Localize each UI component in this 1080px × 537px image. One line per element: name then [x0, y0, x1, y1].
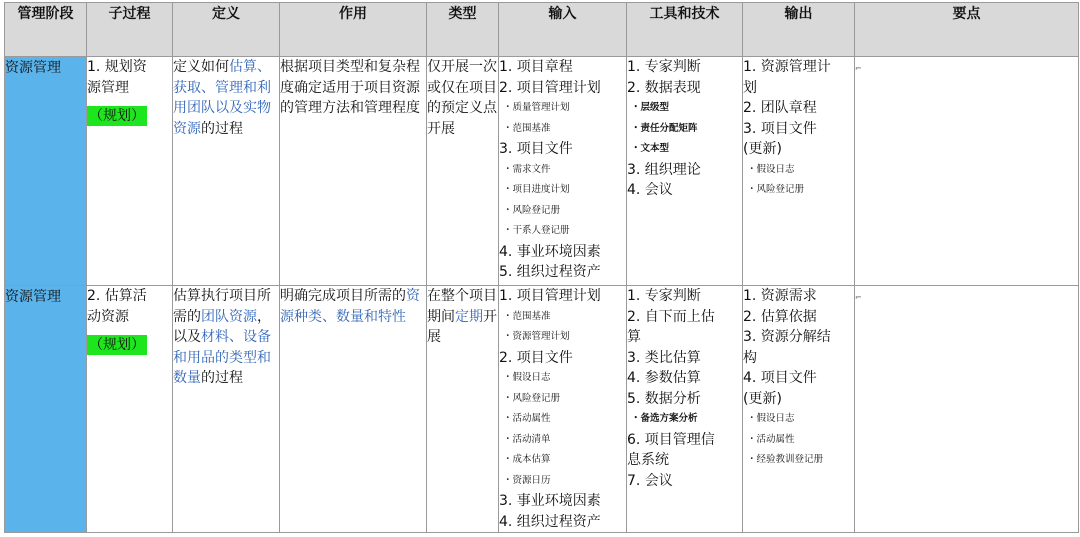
list-item: 3. 项目文件: [743, 120, 817, 137]
list-item: 息系统: [627, 452, 669, 468]
role-cell: 明确完成项目所需的资源种类、数量和特性: [280, 286, 427, 533]
stage-cell: 资源管理: [5, 57, 87, 286]
list-item: 4. 项目文件: [743, 370, 817, 386]
list-subitem: ・责任分配矩阵: [631, 122, 698, 134]
list-subitem: ・成本估算: [503, 454, 551, 465]
list-subitem: ・经验教训登记册: [747, 454, 824, 465]
list-item: 3. 类比估算: [627, 349, 701, 366]
list-subitem: ・资源管理计划: [503, 331, 570, 342]
list-subitem: ・项目进度计划: [503, 184, 570, 195]
list-item: (更新): [743, 141, 782, 157]
list-subitem: ・假设日志: [747, 413, 795, 424]
tools-cell: [627, 286, 743, 533]
list-item: 1. 专家判断: [627, 59, 701, 75]
list-item: 5. 数据分析: [627, 390, 701, 407]
header-role: 作用: [280, 3, 427, 57]
list-subitem: ・活动清单: [503, 433, 551, 445]
inputs-cell: [499, 57, 627, 286]
list-item: 3. 组织理论: [627, 161, 701, 178]
list-subitem: ・假设日志: [747, 163, 795, 175]
planning-tag: （规划）: [89, 108, 145, 124]
definition-cell: 定义如何估算、获取、管理和利用团队以及实物资源的过程: [173, 57, 280, 286]
type-cell: 仅开展一次或仅在项目的预定义点开展: [427, 57, 499, 286]
list-item: 7. 会议: [627, 472, 673, 489]
subprocess-name: 2. 估算活 动资源: [87, 288, 147, 325]
header-tools: 工具和技术: [627, 3, 743, 57]
list-item: 1. 项目章程: [499, 59, 573, 75]
list-item: 4. 组织过程资产: [499, 513, 601, 530]
header-stage: 管理阶段: [5, 3, 87, 57]
list-item: (更新): [743, 390, 782, 407]
list-subitem: ・活动属性: [503, 413, 551, 424]
list-item: 6. 项目管理信: [627, 431, 715, 448]
list-subitem: ・备选方案分析: [631, 413, 698, 424]
list-item: 4. 参数估算: [627, 370, 701, 386]
paragraph-mark-icon: ⌐: [855, 293, 862, 302]
list-subitem: ・范围基准: [503, 122, 551, 134]
list-item: 3. 资源分解结: [743, 329, 831, 345]
list-subitem: ・风险登记册: [747, 184, 805, 195]
list-item: 4. 会议: [627, 182, 673, 198]
list-item: 2. 项目文件: [499, 349, 573, 366]
list-item: 构: [743, 349, 757, 366]
list-subitem: ・风险登记册: [503, 204, 561, 216]
list-subitem: ・活动属性: [747, 433, 795, 445]
header-row: [5, 3, 1079, 57]
header-inputs: 输入: [499, 3, 627, 57]
subprocess-cell: [87, 286, 173, 533]
subprocess-name: 1. 规划资 源管理: [87, 59, 147, 96]
list-item: 5. 组织过程资产: [499, 264, 601, 280]
list-subitem: ・假设日志: [503, 372, 551, 383]
list-item: 4. 事业环境因素: [499, 243, 601, 260]
list-item: 2. 数据表现: [627, 79, 701, 96]
list-item: 3. 事业环境因素: [499, 493, 601, 509]
definition-cell: 估算执行项目所需的团队资源，以及材料、设备和用品的类型和数量的过程: [173, 286, 280, 533]
tools-cell: [627, 57, 743, 286]
header-subprocess: 子过程: [87, 3, 173, 57]
list-item: 2. 自下而上估: [627, 308, 715, 325]
subprocess-cell: [87, 57, 173, 286]
header-key-points: 要点: [855, 3, 1079, 57]
list-item: 2. 团队章程: [743, 100, 817, 116]
key-points-cell: [855, 57, 1079, 286]
header-definition: 定义: [173, 3, 280, 57]
outputs-cell: [743, 57, 855, 286]
list-item: 2. 估算依据: [743, 308, 817, 325]
list-item: 1. 专家判断: [627, 288, 701, 304]
role-cell: 根据项目类型和复杂程度确定适用于项目资源的管理方法和管理程度: [280, 57, 427, 286]
type-cell: 在整个项目期间定期开展: [427, 286, 499, 533]
key-points-cell: [855, 286, 1079, 533]
list-subitem: ・需求文件: [503, 163, 551, 175]
list-subitem: ・风险登记册: [503, 392, 561, 404]
list-subitem: ・范围基准: [503, 310, 551, 322]
list-item: 1. 资源需求: [743, 288, 817, 304]
process-table: [4, 2, 1079, 533]
list-subitem: ・层级型: [631, 102, 670, 113]
list-item: 1. 资源管理计: [743, 59, 831, 75]
list-subitem: ・质量管理计划: [503, 102, 570, 113]
list-item: 1. 项目管理计划: [499, 288, 601, 304]
list-item: 算: [627, 329, 641, 345]
list-item: 划: [743, 79, 757, 96]
list-subitem: ・干系人登记册: [503, 225, 570, 236]
planning-tag: （规划）: [89, 337, 145, 353]
outputs-cell: [743, 286, 855, 533]
header-type: 类型: [427, 3, 499, 57]
list-item: 3. 项目文件: [499, 141, 573, 157]
list-subitem: ・文本型: [631, 143, 670, 154]
inputs-cell: [499, 286, 627, 533]
stage-cell: 资源管理: [5, 286, 87, 533]
table-row: [5, 286, 1079, 533]
table-row: [5, 57, 1079, 286]
list-item: 2. 项目管理计划: [499, 79, 601, 96]
paragraph-mark-icon: ⌐: [855, 64, 862, 73]
list-subitem: ・资源日历: [503, 474, 551, 486]
header-outputs: 输出: [743, 3, 855, 57]
